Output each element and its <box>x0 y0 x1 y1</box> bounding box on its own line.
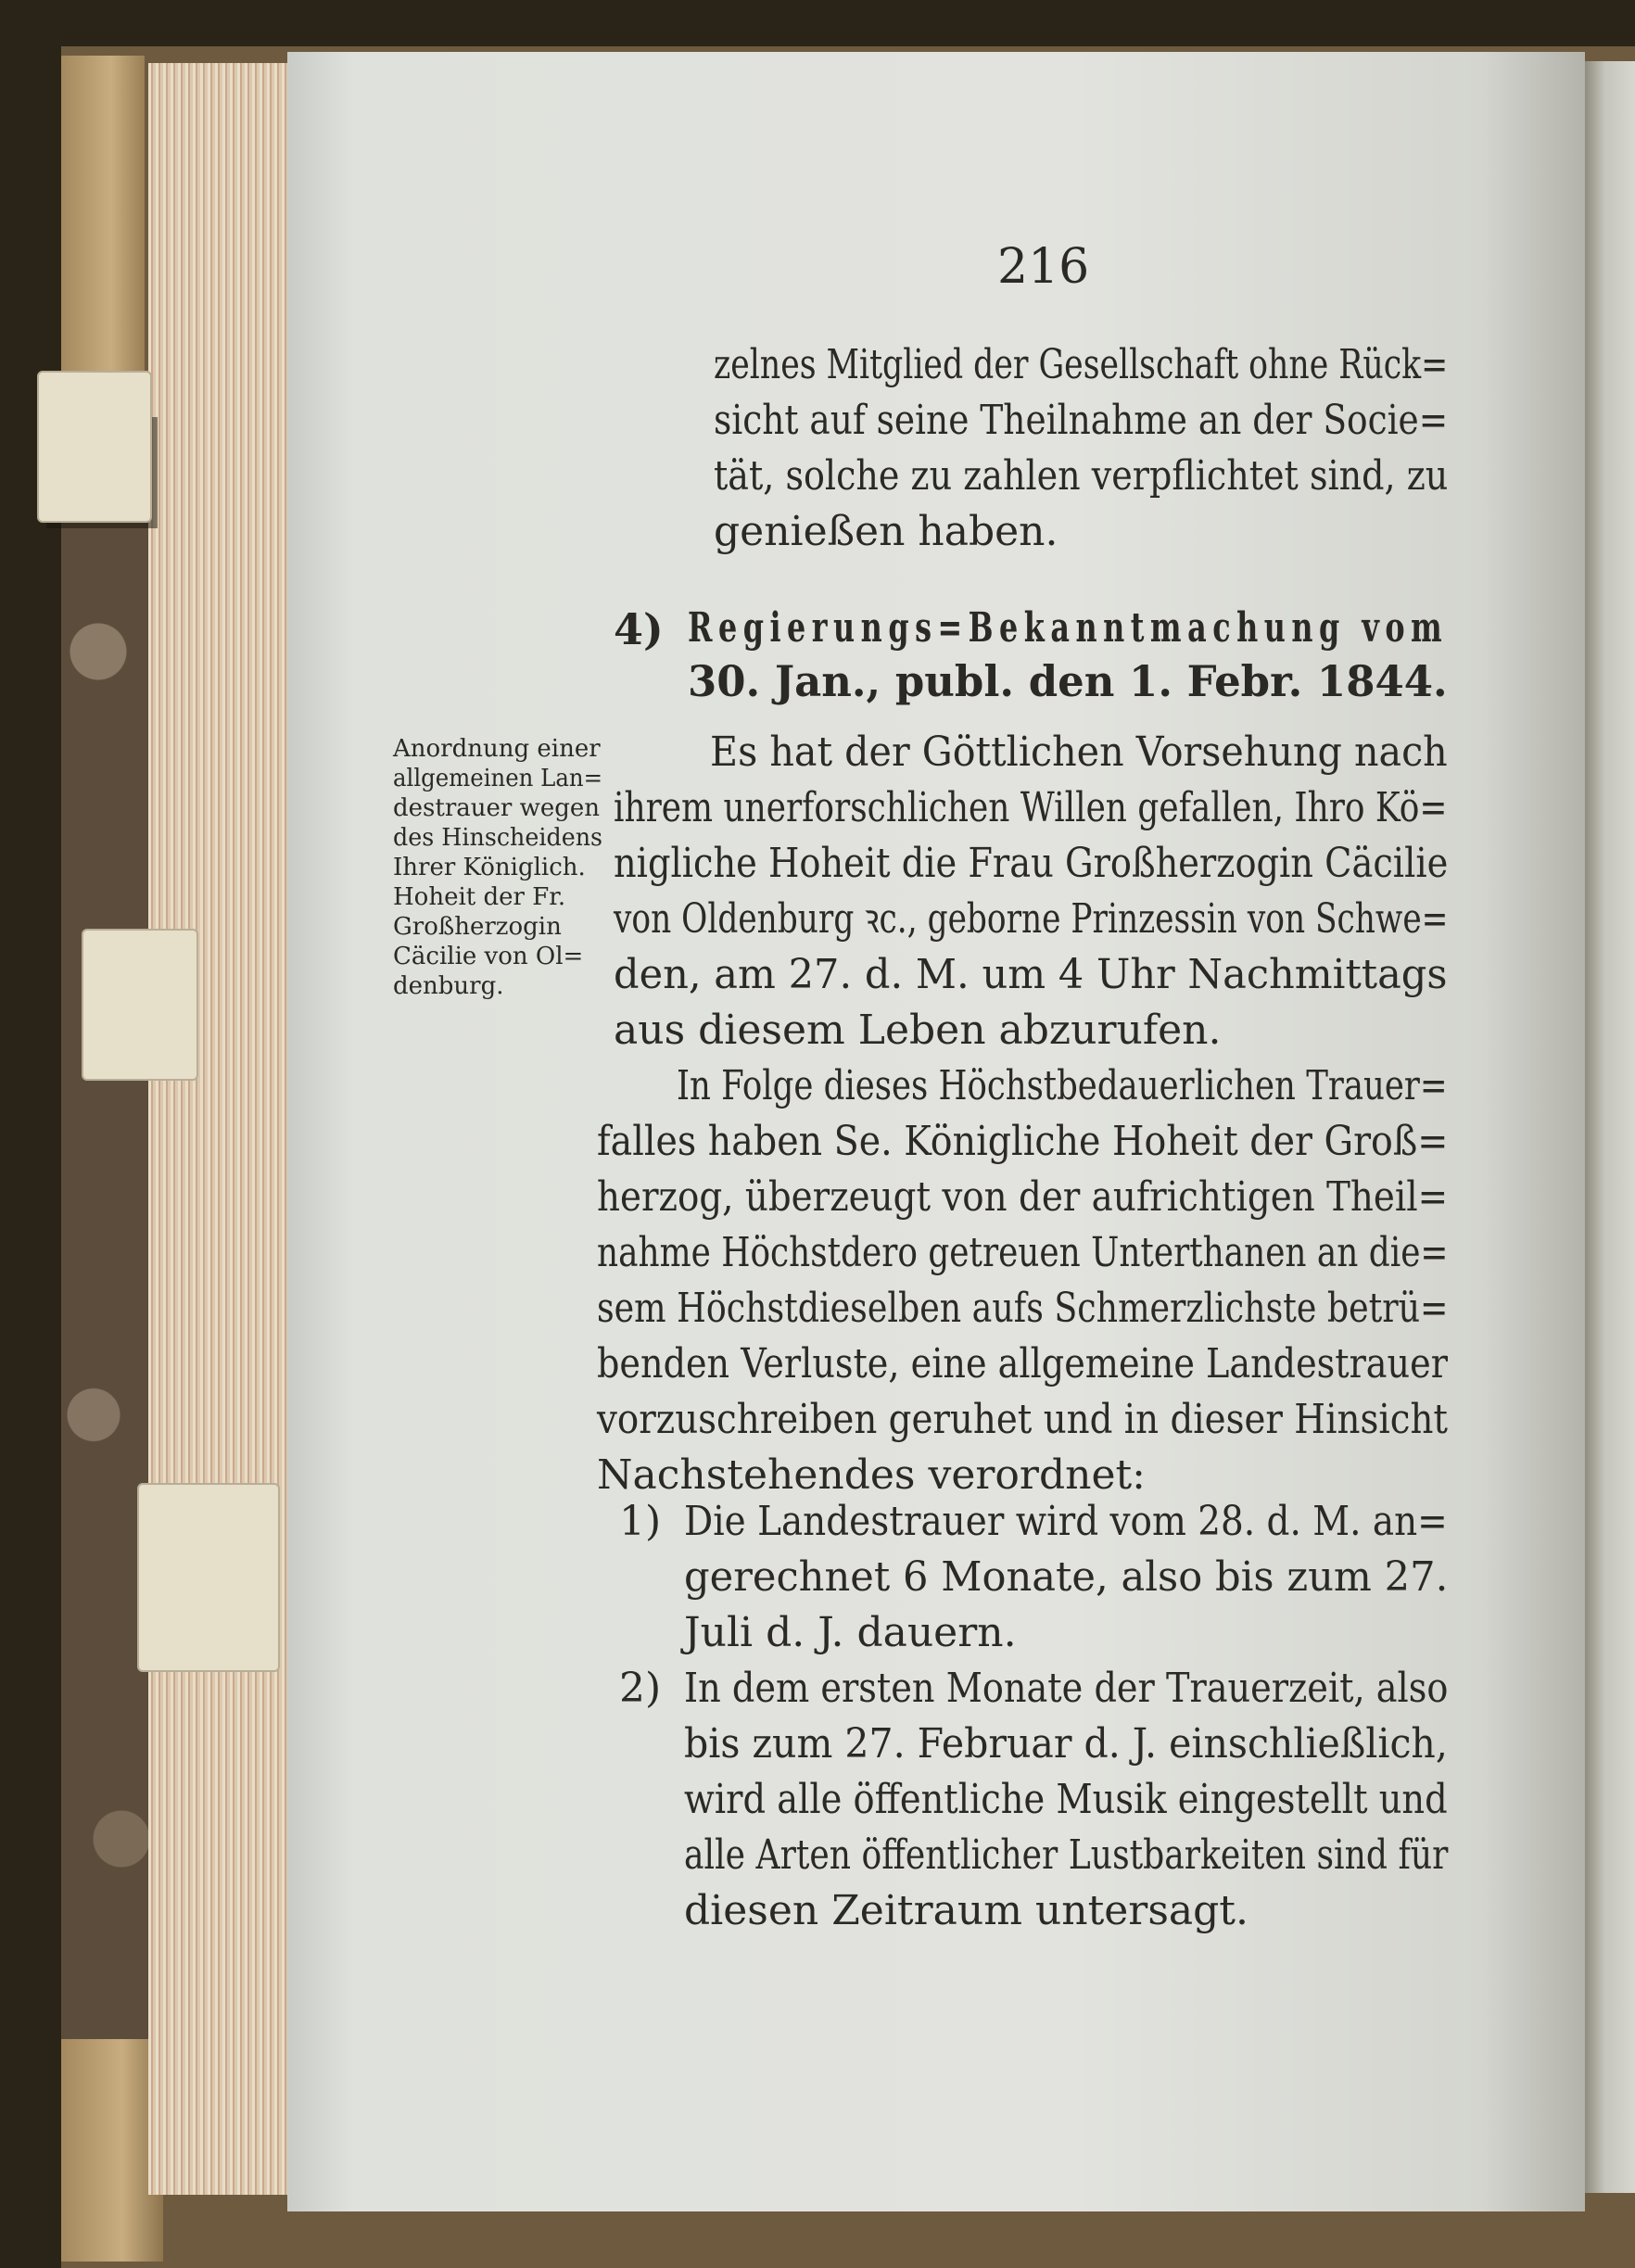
paragraph-line: ihrem unerforschlichen Willen gefallen, Ihro Kö= <box>614 784 1448 831</box>
page-tab <box>137 1483 280 1672</box>
margin-note-line: Ihrer Königlich. <box>393 854 586 881</box>
marbled-cover-edge <box>61 482 154 2178</box>
paragraph-line: falles haben Se. Königliche Hoheit der Groß= <box>597 1118 1449 1165</box>
margin-note-line: destrauer wegen <box>393 794 600 822</box>
paragraph-line: Es hat der Göttlichen Vorsehung nach <box>710 729 1448 776</box>
margin-note-line: denburg. <box>393 972 504 1000</box>
continuation-line: genießen haben. <box>714 508 1058 555</box>
item-line: gerechnet 6 Monate, also bis zum 27. <box>684 1553 1449 1601</box>
margin-note-line: Cäcilie von Ol= <box>393 943 584 970</box>
paragraph-line: von Oldenburg ꝛc., geborne Prinzessin von Schwe= <box>614 895 1449 943</box>
paragraph-line: herzog, überzeugt von der aufrichtigen Theil= <box>597 1173 1449 1221</box>
item-line: bis zum 27. Februar d. J. einschließlich, <box>684 1720 1448 1768</box>
continuation-line: tät, solche zu zahlen verpflichtet sind, zu <box>714 452 1449 500</box>
item-line: In dem ersten Monate der Trauerzeit, also <box>684 1665 1449 1712</box>
paragraph-line: aus diesem Leben abzurufen. <box>614 1007 1222 1054</box>
continuation-line: sicht auf seine Theilnahme an der Socie= <box>714 397 1449 444</box>
section-title-line1: Regierungs=Bekanntmachung vom <box>688 604 1449 652</box>
item-line: wird alle öffentliche Musik eingestellt und <box>684 1776 1448 1823</box>
section-number: 4) <box>614 604 664 654</box>
margin-note-line: Anordnung einer <box>393 735 601 763</box>
paragraph-line: In Folge dieses Höchstbedauerlichen Trauer= <box>677 1062 1448 1109</box>
page-edges <box>148 63 287 2195</box>
section-title-line2: 30. Jan., publ. den 1. Febr. 1844. <box>688 656 1448 706</box>
paragraph-line: Nachstehendes verordnet: <box>597 1451 1147 1499</box>
item-line: diesen Zeitraum untersagt. <box>684 1887 1248 1934</box>
item-number: 1) <box>619 1498 662 1545</box>
item-line: Die Landestrauer wird vom 28. d. M. an= <box>684 1498 1448 1545</box>
paragraph-line: den, am 27. d. M. um 4 Uhr Nachmittags <box>614 951 1448 998</box>
page-tab <box>82 929 198 1081</box>
margin-note-line: Großherzogin <box>393 913 562 941</box>
page-tab <box>37 371 152 523</box>
margin-note-line: allgemeinen Lan= <box>393 765 603 792</box>
paragraph-line: vorzuschreiben geruhet und in dieser Hinsicht <box>597 1396 1449 1443</box>
margin-note-line: des Hinscheidens <box>393 824 603 852</box>
page-number: 216 <box>997 239 1090 295</box>
item-line: alle Arten öffentlicher Lustbarkeiten sind für <box>684 1831 1449 1879</box>
paragraph-line: nahme Höchstdero getreuen Unterthanen an die= <box>597 1229 1449 1276</box>
margin-note-line: Hoheit der Fr. <box>393 883 566 911</box>
continuation-line: zelnes Mitglied der Gesellschaft ohne Rück= <box>714 341 1449 388</box>
item-line: Juli d. J. dauern. <box>684 1609 1017 1656</box>
paragraph-line: nigliche Hoheit die Frau Großherzogin Cäcilie <box>614 840 1449 887</box>
next-page-edge <box>1585 61 1635 2193</box>
paragraph-line: sem Höchstdieselben aufs Schmerzlichste betrü= <box>597 1285 1449 1332</box>
paragraph-line: benden Verluste, eine allgemeine Landestrauer <box>597 1340 1448 1387</box>
item-number: 2) <box>619 1665 662 1712</box>
